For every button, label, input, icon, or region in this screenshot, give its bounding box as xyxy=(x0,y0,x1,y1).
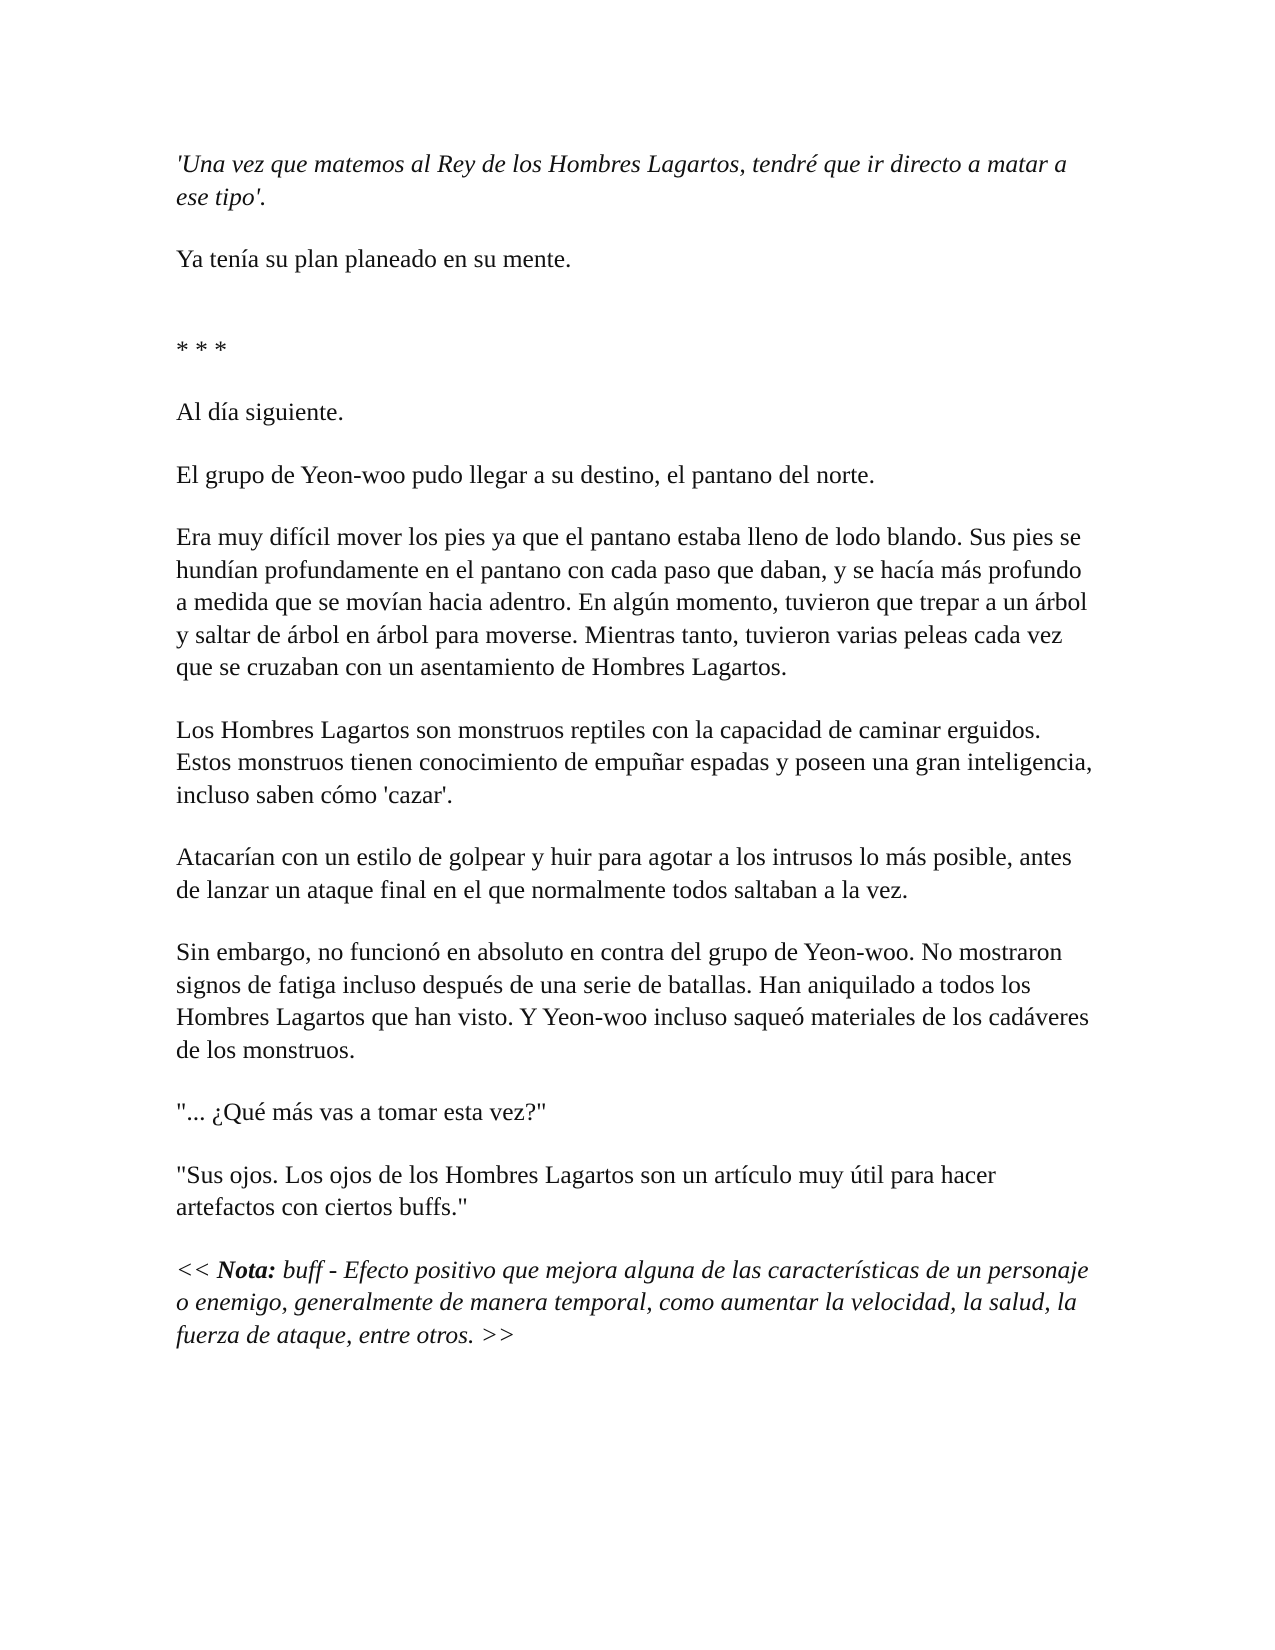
scene-separator: * * * xyxy=(176,334,227,364)
note-open: << xyxy=(176,1254,217,1284)
translator-note xyxy=(176,1254,1096,1352)
paragraph: Atacarían con un estilo de golpear y huir para agotar a los intrusos lo más posible, antes de lanzar un ataque final en el que normalmente todos saltaban a la vez. xyxy=(176,842,1072,904)
paragraph-thought: 'Una vez que matemos al Rey de los Hombres Lagartos, tendré que ir directo a matar a ese tipo'. xyxy=(176,149,1067,211)
note-text: buff - Efecto positivo que mejora alguna de las características de un personaje o enemigo, generalmente de manera temporal, como aumentar la velocidad, la salud, la fuerza de ataque, entre otros. >> xyxy=(176,1254,1089,1349)
document-page xyxy=(176,148,1096,1351)
dialogue-line: "Sus ojos. Los ojos de los Hombres Lagartos son un artículo muy útil para hacer artefactos con ciertos buffs." xyxy=(176,1159,996,1221)
paragraph: Era muy difícil mover los pies ya que el pantano estaba lleno de lodo blando. Sus pies se hundían profundamente en el pantano con cada paso que daban, y se hacía más profundo a medida que se movían hacia adentro. En algún momento, tuvieron que trepar a un árbol y saltar de árbol en árbol para moverse. Mientras tanto, tuvieron varias peleas cada vez que se cruzaban con un asentamiento de Hombres Lagartos. xyxy=(176,522,1088,681)
paragraph: El grupo de Yeon-woo pudo llegar a su destino, el pantano del norte. xyxy=(176,459,875,489)
note-label: Nota: xyxy=(216,1254,277,1284)
paragraph: Ya tenía su plan planeado en su mente. xyxy=(176,244,572,273)
paragraph: Sin embargo, no funcionó en absoluto en contra del grupo de Yeon-woo. No mostraron signos de fatiga incluso después de una serie de batallas. Han aniquilado a todos los Hombres Lagartos que han visto. Y Yeon-woo incluso saqueó materiales de los cadáveres de los monstruos. xyxy=(176,937,1090,1064)
paragraph: Al día siguiente. xyxy=(176,397,344,426)
dialogue-line: "... ¿Qué más vas a tomar esta vez?" xyxy=(176,1097,547,1126)
paragraph: Los Hombres Lagartos son monstruos reptiles con la capacidad de caminar erguidos. Estos monstruos tienen conocimiento de empuñar espadas y poseen una gran inteligencia, incluso saben cómo 'cazar'. xyxy=(176,714,1093,809)
